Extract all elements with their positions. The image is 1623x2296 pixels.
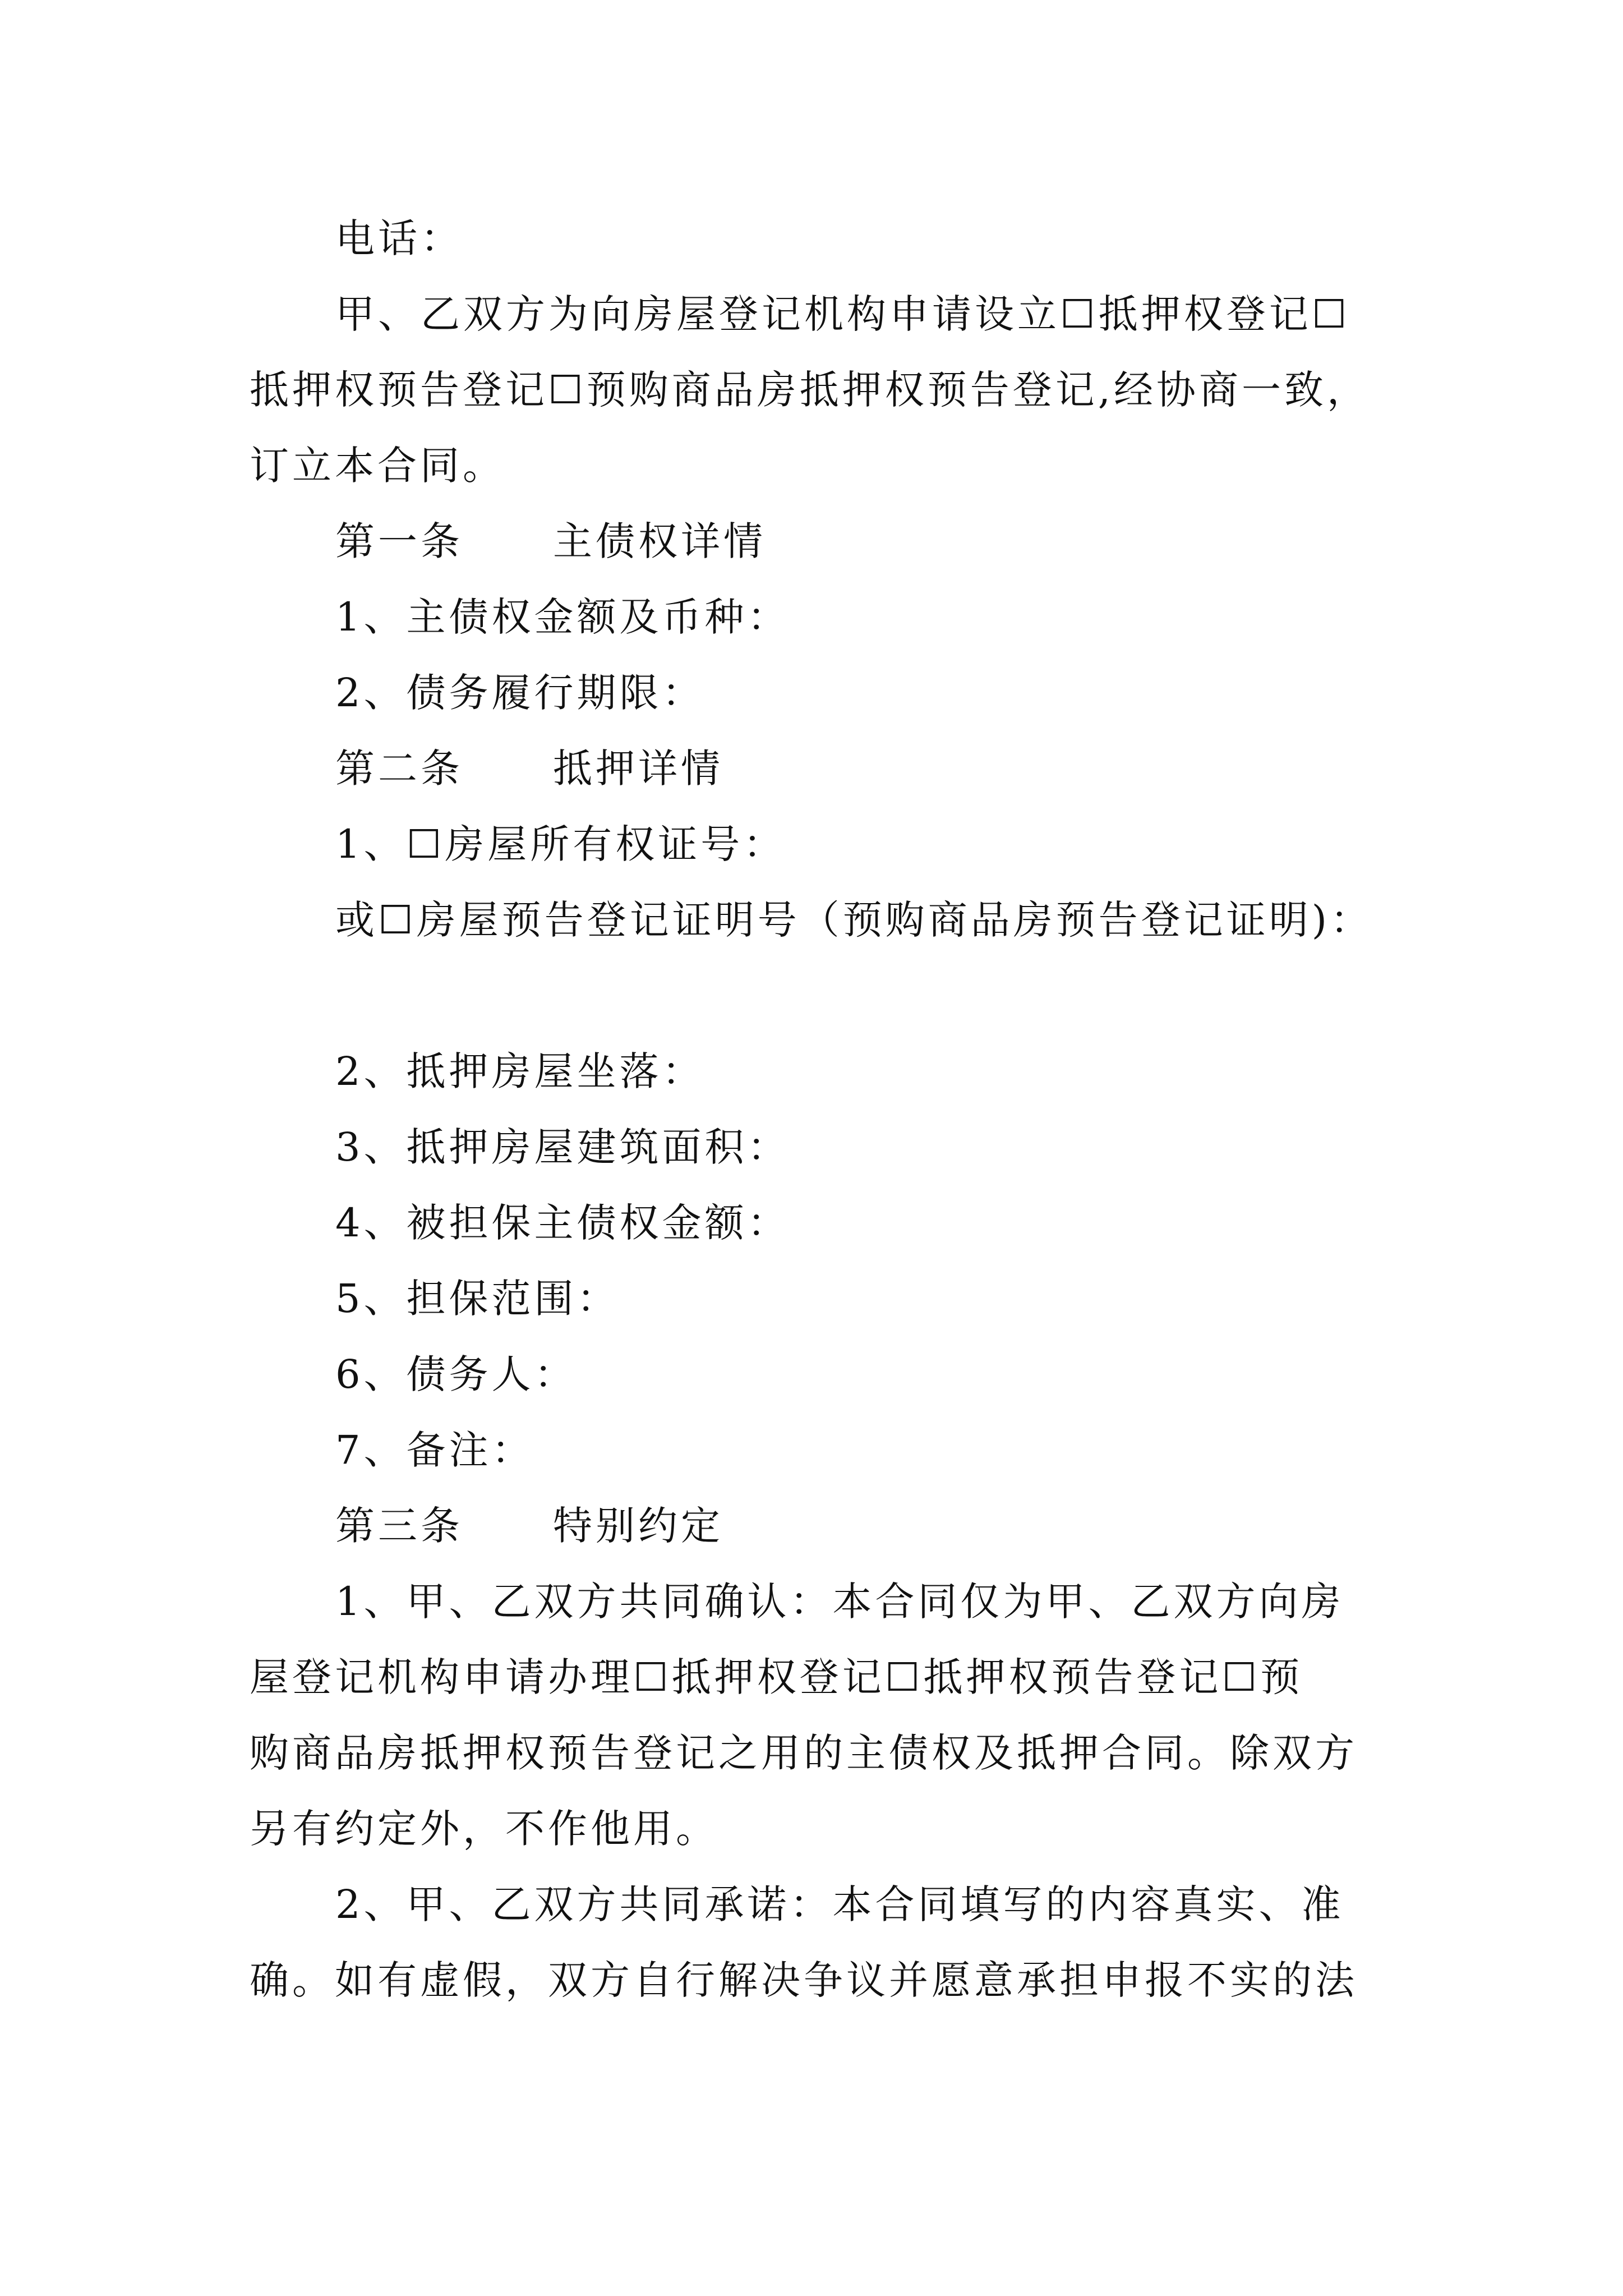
article-1-heading xyxy=(335,516,766,567)
article-3-para-1-line-3: 购商品房抵押权预告登记之用的主债权及抵押合同。除双方 xyxy=(250,1730,1358,1776)
intro-line-2: 抵押权预告登记☐预购商品房抵押权预告登记,经协商一致， xyxy=(250,367,1370,413)
article-2-item-1a: 1、☐房屋所有权证号： xyxy=(335,821,786,867)
article-1-item-1: 1、主债权金额及币种： xyxy=(335,594,790,640)
article-1-number: 第一条 xyxy=(335,518,463,564)
article-2-item-5: 5、担保范围： xyxy=(335,1276,620,1322)
article-1-title: 主债权详情 xyxy=(553,518,766,564)
article-3-title: 特别约定 xyxy=(553,1503,723,1549)
article-2-title: 抵押详情 xyxy=(553,746,723,792)
article-1-item-2: 2、债务履行期限： xyxy=(335,670,705,716)
article-2-number: 第二条 xyxy=(335,746,463,792)
article-2-item-7: 7、备注： xyxy=(335,1427,534,1473)
article-2-item-4: 4、被担保主债权金额： xyxy=(335,1200,790,1246)
article-3-para-2-line-1: 2、甲、乙双方共同承诺：本合同填写的内容真实、准 xyxy=(335,1881,1344,1927)
article-3-para-2-line-2: 确。如有虚假，双方自行解决争议并愿意承担申报不实的法 xyxy=(250,1957,1358,2003)
intro-line-3: 订立本合同。 xyxy=(250,443,505,489)
article-3-para-1-line-1: 1、甲、乙双方共同确认：本合同仅为甲、乙双方向房 xyxy=(335,1579,1344,1625)
article-2-heading xyxy=(335,743,723,794)
phone-label: 电话： xyxy=(335,215,463,261)
article-2-item-6: 6、债务人： xyxy=(335,1351,577,1397)
article-2-item-2: 2、抵押房屋坐落： xyxy=(335,1048,705,1094)
article-3-para-1-line-2: 屋登记机构申请办理☐抵押权登记☐抵押权预告登记☐预 xyxy=(250,1654,1303,1700)
article-3-number: 第三条 xyxy=(335,1503,463,1549)
article-3-para-1-line-4: 另有约定外，不作他用。 xyxy=(250,1806,718,1852)
article-3-heading xyxy=(335,1501,723,1551)
article-2-item-3: 3、抵押房屋建筑面积： xyxy=(335,1124,790,1170)
intro-line-1: 甲、乙双方为向房屋登记机构申请设立☐抵押权登记☐ xyxy=(335,291,1350,337)
article-2-item-1b: 或☐房屋预告登记证明号（预购商品房预告登记证明)： xyxy=(335,897,1373,943)
